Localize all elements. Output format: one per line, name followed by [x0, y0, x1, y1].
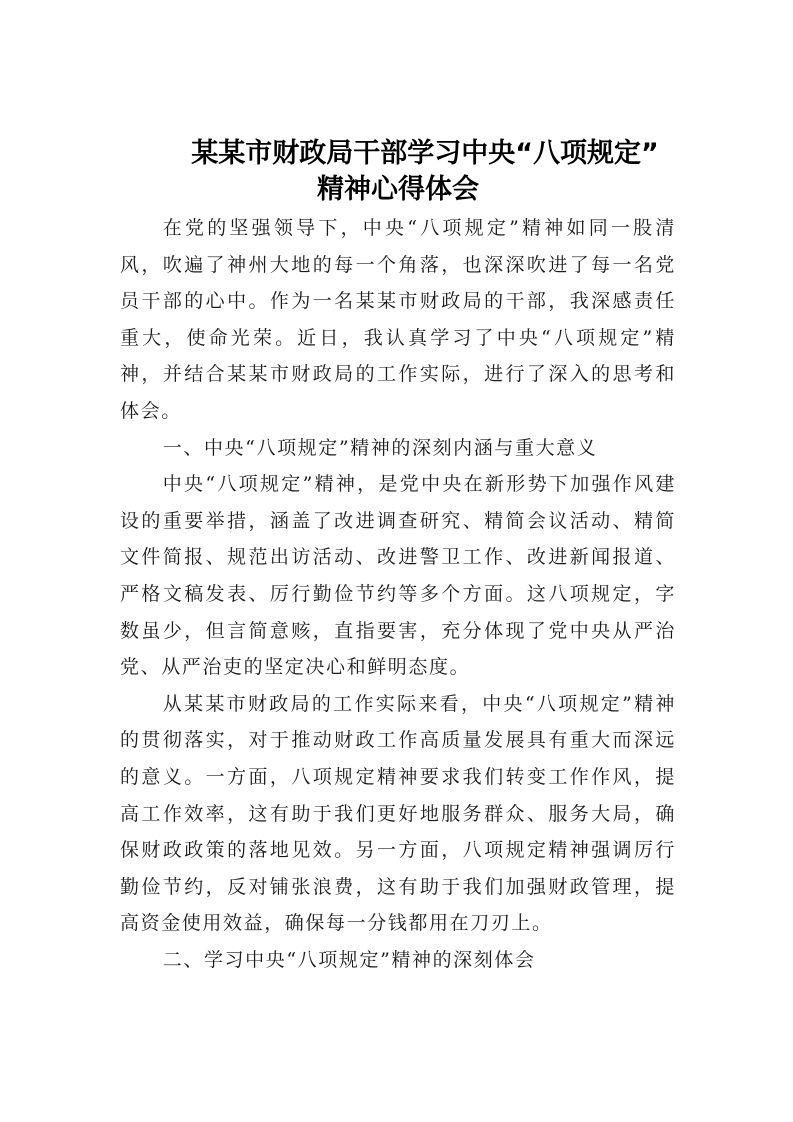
document-body [120, 210, 676, 978]
paragraph-section-1-a: 中央“八项规定”精神，是党中央在新形势下加强作风建设的重要举措，涵盖了改进调查研究、精简会议活动、精简文件简报、规范出访活动、改进警卫工作、改进新闻报道、严格文稿发表、厉行勤俭节约等多个方面。这八项规定，字数虽少，但言简意赅，直指要害，充分体现了党中央从严治党、从严治吏的坚定决心和鲜明态度。 [120, 473, 676, 679]
document-title-line-1: 某某市财政局干部学习中央“八项规定” [191, 138, 659, 169]
section-heading-1: 一、中央“八项规定”精神的深刻内涵与重大意义 [162, 436, 598, 459]
paragraph-section-1-b: 从某某市财政局的工作实际来看，中央“八项规定”精神的贯彻落实，对于推动财政工作高质量发展具有重大而深远的意义。一方面，八项规定精神要求我们转变工作作风，提高工作效率，这有助于我们更好地服务群众、服务大局，确保财政政策的落地见效。另一方面，八项规定精神强调厉行勤俭节约，反对铺张浪费，这有助于我们加强财政管理，提高资金使用效益，确保每一分钱都用在刀刃上。 [120, 692, 676, 935]
paragraph-intro: 在党的坚强领导下，中央“八项规定”精神如同一股清风，吹遍了神州大地的每一个角落，也深深吹进了每一名党员干部的心中。作为一名某某市财政局的干部，我深感责任重大，使命光荣。近日，我认真学习了中央“八项规定”精神，并结合某某市财政局的工作实际，进行了深入的思考和体会。 [120, 217, 676, 422]
section-heading-2: 二、学习中央“八项规定”精神的深刻体会 [162, 948, 536, 971]
document-title-line-2: 精神心得体会 [317, 174, 479, 205]
